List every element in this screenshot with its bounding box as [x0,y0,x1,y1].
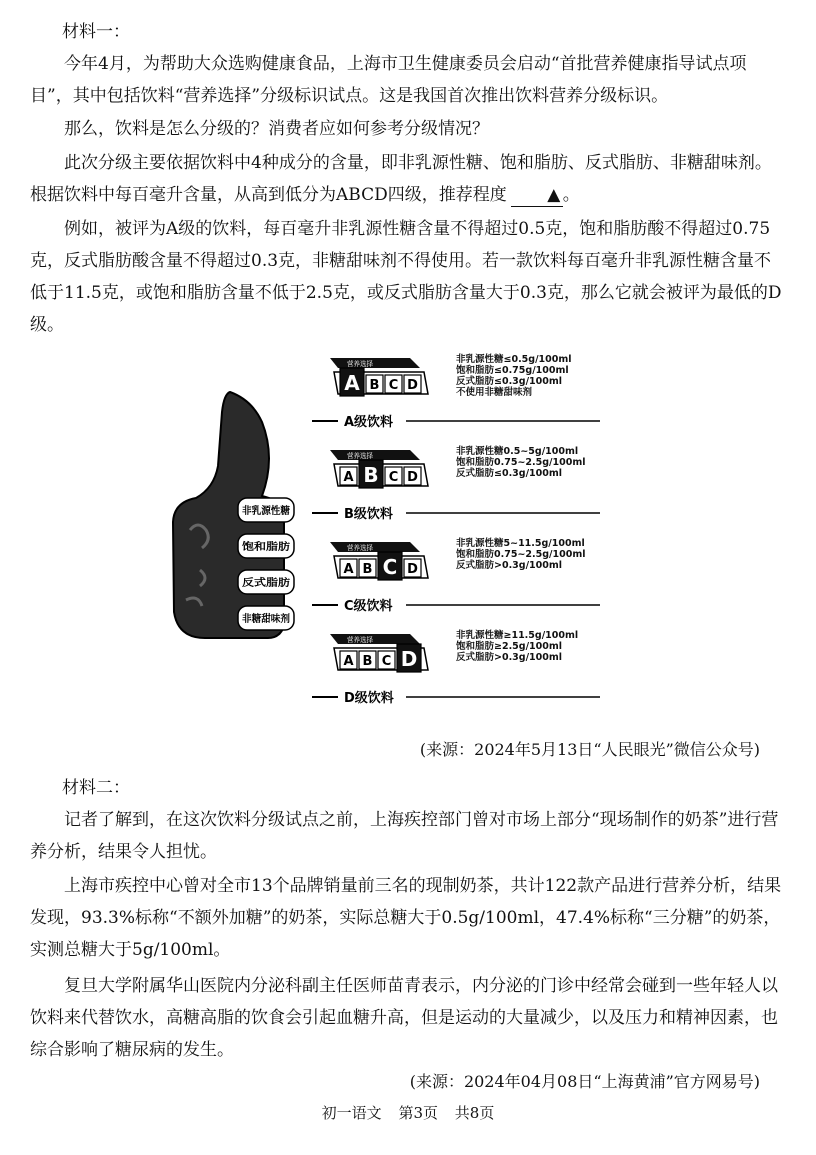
tier-caption: A级饮料 [344,415,394,430]
grade-letter: C [382,555,398,579]
source1: (来源：2024年5月13日“人民眼光”微信公众号) [419,740,760,759]
grade-letter: D [407,470,418,485]
material2-heading: 材料二： [62,778,130,798]
tier-caption: D级饮料 [344,691,394,706]
grade-letter: B [362,654,373,669]
paragraph-example: 例如，被评为A级的饮料，每百毫升非乳源性糖含量不得超过0.5克，饱和脂肪酸不得超过0.75克，反式脂肪酸含量不得超过0.3克，非糖甜味剂不得使用。若一款饮料每百毫升非乳源性糖含量不低于11.5克，或饱和脂肪含量不低于2.5克，或反式脂肪含量大于0.3克，那么它就会被评为最低的D级。 [30,219,782,335]
criterion-text: 非乳源性糖≥11.5g/100ml [456,630,579,641]
paragraph-milk-tea-intro: 记者了解到，在这次饮料分级试点之前，上海疾控部门曾对市场上部分“现场制作的奶茶”进行营养分析，结果令人担忧。 [30,810,779,862]
criterion-text: 饱和脂肪≤0.75g/100ml [456,365,569,376]
criterion-text: 饱和脂肪≥2.5g/100ml [456,641,563,652]
grade-letter: C [381,654,392,669]
grade-figure [0,350,816,730]
criterion-text: 饱和脂肪0.75~2.5g/100ml [456,549,586,560]
footer-total: 共8页 [454,1104,495,1122]
criterion-text: 反式脂肪>0.3g/100ml [456,560,563,571]
answer-blank: ▲ [511,184,563,207]
thumb-label: 反式脂肪 [242,578,282,589]
thumb-illustration [173,392,294,638]
badge-label: 营养选择 [347,360,375,368]
thumb-label: 非糖甜味剂 [242,614,292,625]
grade-letter: C [388,470,399,485]
thumb-label: 非乳源性糖 [242,506,292,517]
footer-page: 第3页 [398,1104,438,1122]
paragraph-pilot: 今年4月，为帮助大众选购健康食品，上海市卫生健康委员会启动“首批营养健康指导试点项目”，其中包括饮料“营养选择”分级标识试点。这是我国首次推出饮料营养分级标识。 [30,54,747,106]
badge-tab [330,358,420,368]
grade-letter: D [400,647,418,671]
badge-label: 营养选择 [347,636,375,644]
criterion-text: 非乳源性糖5~11.5g/100ml [456,538,585,549]
grading-text: 此次分级主要依据饮料中4种成分的含量，即非乳源性糖、饱和脂肪、反式脂肪、非糖甜味剂。根据饮料中每百毫升含量，从高到低分为ABCD四级，推荐程度 [30,153,772,205]
badge-label: 营养选择 [347,452,375,460]
criterion-text: 非乳源性糖0.5~5g/100ml [456,446,579,457]
paragraph-cdc-analysis: 上海市疾控中心曾对全市13个品牌销量前三名的现制奶茶，共计122款产品进行营养分析，结果发现，93.3%标称“不额外加糖”的奶茶，实际总糖大于0.5g/100ml，47.4%标称“三分糖”的奶茶，实测总糖大于5g/100ml。 [30,876,782,960]
source2: (来源：2024年04月08日“上海黄浦”官方网易号) [409,1072,760,1091]
tier-caption: B级饮料 [344,507,393,522]
page-footer [0,1102,816,1123]
material1-heading: 材料一： [62,22,130,42]
paragraph-doctor: 复旦大学附属华山医院内分泌科副主任医师苗青表示，内分泌的门诊中经常会碰到一些年轻人以饮料来代替饮水，高糖高脂的饮食会引起血糖升高，但是运动的大量减少，以及压力和精神因素，也综合影响了糖尿病的发生。 [30,976,778,1060]
badge-label: 营养选择 [347,544,375,552]
grade-letter: C [388,378,399,393]
criterion-text: 饱和脂肪0.75~2.5g/100ml [456,457,586,468]
criterion-text: 反式脂肪>0.3g/100ml [456,652,563,663]
grade-letter: D [407,378,418,393]
grade-letter: B [369,378,380,393]
grade-letter: A [344,371,360,395]
tier-caption: C级饮料 [344,599,393,614]
grade-letter: A [343,470,354,485]
footer-subject: 初一语文 [321,1104,382,1122]
badge-tab [330,634,420,644]
grade-letter: A [343,654,354,669]
badge-tab [330,542,420,552]
grade-letter: D [407,562,418,577]
criterion-text: 非乳源性糖≤0.5g/100ml [456,354,572,365]
badge-tab [330,450,420,460]
thumb-label: 饱和脂肪 [242,542,282,553]
grading-end: 。 [562,185,580,205]
criterion-text: 不使用非糖甜味剂 [456,387,533,398]
grade-tier-a [312,353,600,430]
paragraph-question: 那么，饮料是怎么分级的？消费者应如何参考分级情况？ [64,119,489,139]
grade-tier-d [312,629,600,706]
grade-tier-c [312,537,600,614]
grade-letter: A [343,562,354,577]
grade-letter: B [363,463,379,487]
criterion-text: 反式脂肪≤0.3g/100ml [456,468,563,479]
grade-tier-b [312,445,600,522]
grade-letter: B [362,562,373,577]
criterion-text: 反式脂肪≤0.3g/100ml [456,376,563,387]
paragraph-grading [30,147,786,211]
